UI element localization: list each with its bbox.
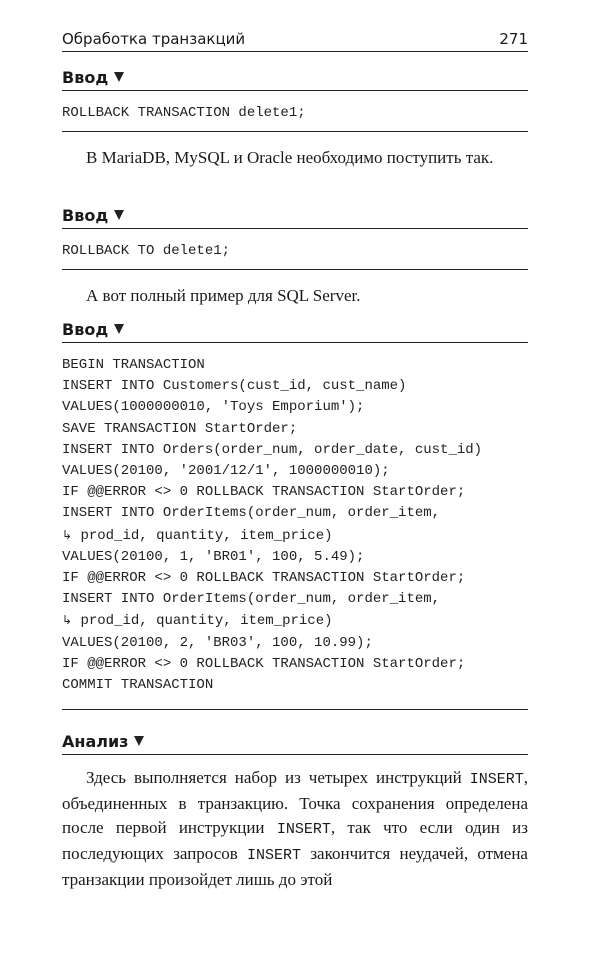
code-line: VALUES(20100, 1, 'BR01', 100, 5.49); — [62, 548, 365, 565]
code-line: ROLLBACK TRANSACTION delete1; — [62, 105, 306, 121]
down-triangle-icon — [114, 210, 124, 220]
down-triangle-icon — [114, 72, 124, 82]
code-block-2 — [62, 241, 528, 262]
code-line: VALUES(1000000010, 'Toys Emporium'); — [62, 399, 365, 416]
page-header — [62, 22, 528, 52]
analysis-label-text: Анализ — [62, 732, 129, 751]
code-line: prod_id, quantity, item_price) — [80, 613, 333, 630]
input-label-3 — [62, 320, 528, 343]
code-line: INSERT INTO Orders(order_num, order_date, cust_id) — [62, 441, 483, 458]
analysis-label — [62, 732, 528, 755]
inline-code: INSERT — [469, 771, 524, 788]
analysis-text: , объединенных в транзакцию. Точка сохранения определена после первой инструкции — [62, 768, 528, 837]
body-paragraph: В MariaDB, MySQL и Oracle необходимо поступить так. — [86, 148, 494, 167]
code-line: IF @@ERROR <> 0 ROLLBACK TRANSACTION StartOrder; — [62, 570, 466, 587]
analysis-text: закончится неудачей, отмена транзакции произойдет лишь до этой — [62, 844, 528, 889]
code-line: IF @@ERROR <> 0 ROLLBACK TRANSACTION StartOrder; — [62, 655, 466, 672]
code-line: VALUES(20100, 2, 'BR03', 100, 10.99); — [62, 634, 373, 651]
analysis-text: , так что если один из последующих запросов — [62, 818, 528, 863]
input-label-text: Ввод — [62, 206, 109, 225]
code-block-1 — [62, 103, 528, 124]
code-line: ROLLBACK TO delete1; — [62, 243, 231, 259]
code-line: IF @@ERROR <> 0 ROLLBACK TRANSACTION StartOrder; — [62, 484, 466, 501]
input-label-text: Ввод — [62, 320, 109, 339]
code-line: COMMIT TRANSACTION — [62, 677, 214, 694]
code-line-wrapped — [62, 610, 528, 632]
down-triangle-icon — [114, 324, 124, 334]
inline-code: INSERT — [276, 821, 331, 838]
code-line: BEGIN TRANSACTION — [62, 357, 205, 373]
code-line: INSERT INTO OrderItems(order_num, order_item, — [62, 505, 441, 522]
code-line: INSERT INTO Customers(cust_id, cust_name) — [62, 378, 407, 395]
code-line: VALUES(20100, '2001/12/1', 1000000010); — [62, 463, 390, 480]
wrap-arrow-icon: ↳ — [62, 527, 73, 542]
code-block-3 — [62, 355, 528, 696]
input-label-1 — [62, 68, 528, 91]
code-line: prod_id, quantity, item_price) — [80, 527, 333, 544]
inline-code: INSERT — [247, 847, 302, 864]
down-triangle-icon — [134, 736, 144, 746]
analysis-paragraph — [62, 766, 528, 892]
code-line: SAVE TRANSACTION StartOrder; — [62, 420, 298, 437]
page-number: 271 — [499, 30, 528, 48]
input-label-text: Ввод — [62, 68, 109, 87]
chapter-title: Обработка транзакций — [62, 30, 246, 48]
body-paragraph: А вот полный пример для SQL Server. — [86, 286, 361, 305]
wrap-arrow-icon: ↳ — [62, 613, 73, 628]
code-divider — [62, 709, 528, 710]
code-line-wrapped — [62, 525, 528, 547]
analysis-text: Здесь выполняется набор из четырех инструкций — [86, 768, 470, 787]
code-divider — [62, 131, 528, 132]
input-label-2 — [62, 206, 528, 229]
code-line: INSERT INTO OrderItems(order_num, order_item, — [62, 591, 441, 608]
code-divider — [62, 269, 528, 270]
